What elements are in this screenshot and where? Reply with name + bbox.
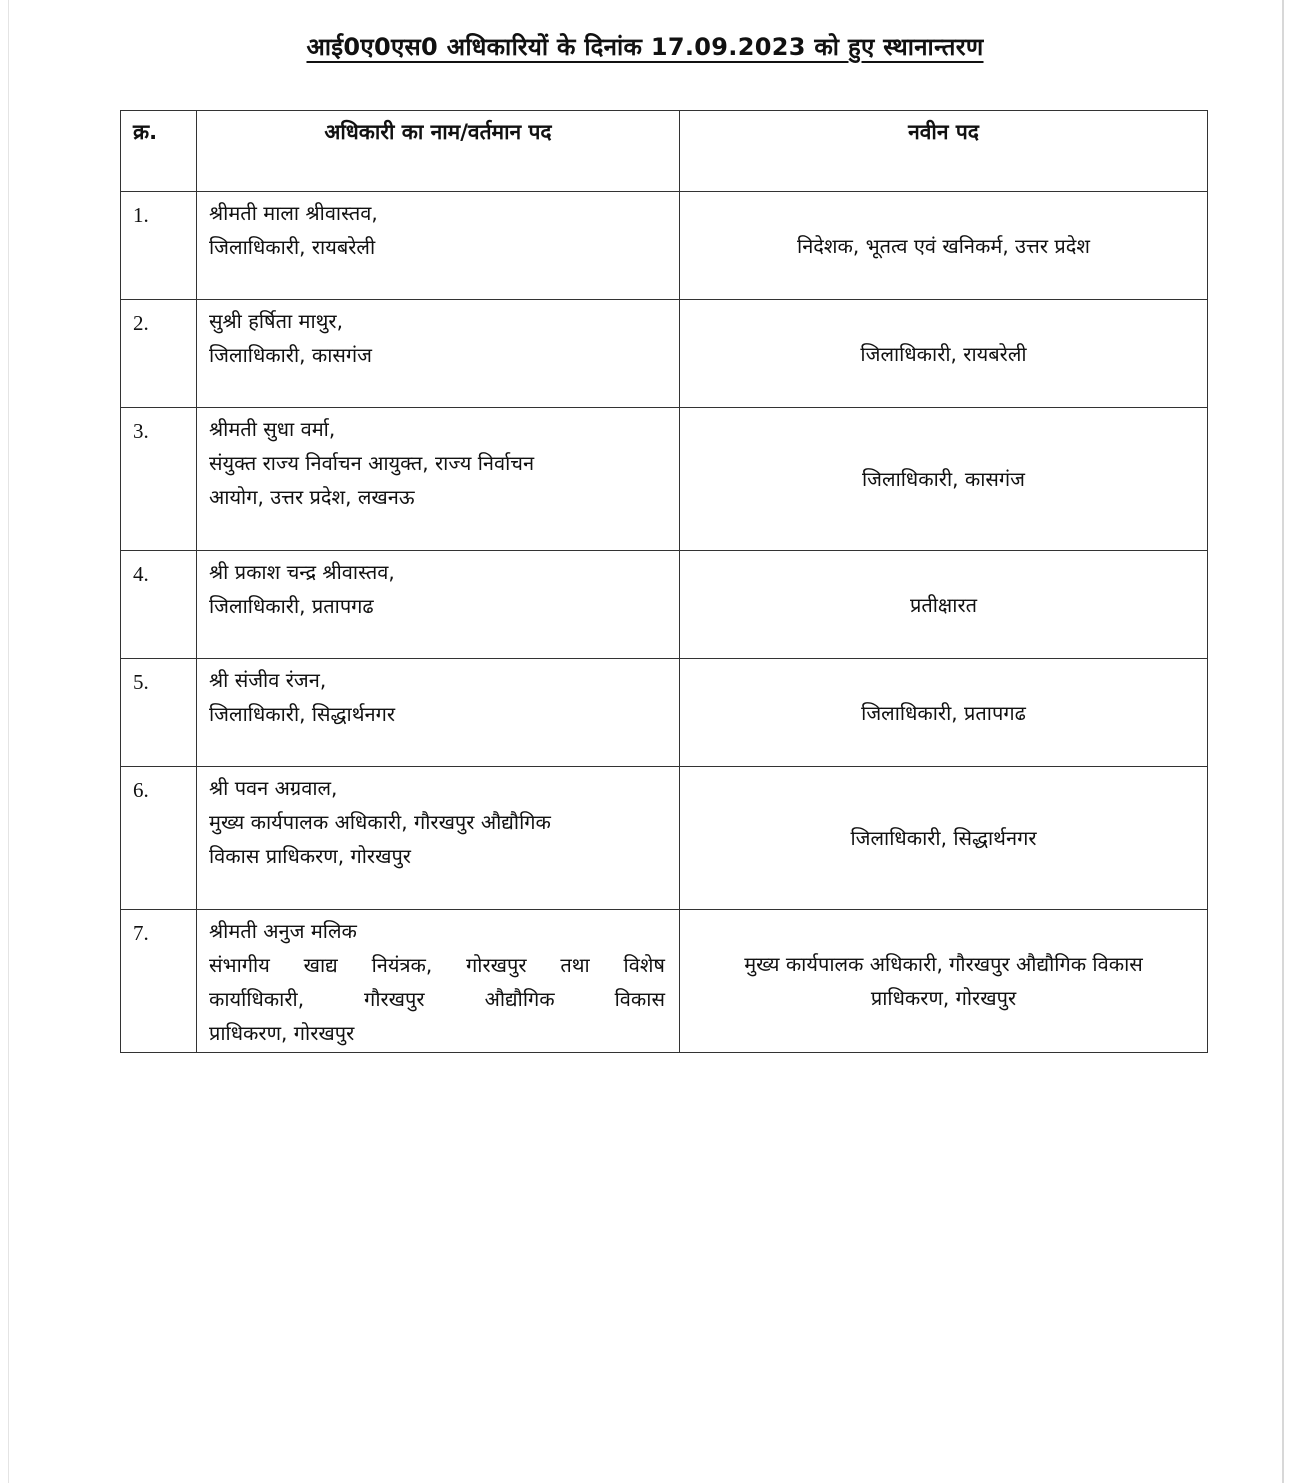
current-post: जिलाधिकारी, प्रतापगढ [209, 594, 374, 618]
current-post: आयोग, उत्तर प्रदेश, लखनऊ [209, 485, 415, 509]
serial-cell: 6. [121, 767, 197, 910]
table-row [121, 300, 1208, 408]
officer-cell [197, 910, 680, 1053]
serial-cell: 4. [121, 551, 197, 659]
new-post-cell: जिलाधिकारी, कासगंज [680, 408, 1208, 551]
serial-cell: 2. [121, 300, 197, 408]
current-post: जिलाधिकारी, सिद्धार्थनगर [209, 702, 396, 726]
serial-cell: 3. [121, 408, 197, 551]
officer-name: श्री पवन अग्रवाल, [209, 776, 338, 800]
page-right-edge [1282, 0, 1284, 1483]
serial-cell: 5. [121, 659, 197, 767]
table-row [121, 910, 1208, 1053]
header-new-post: नवीन पद [680, 111, 1208, 192]
current-post: संयुक्त राज्य निर्वाचन आयुक्त, राज्य निर्वाचन [209, 451, 535, 475]
new-post-cell: जिलाधिकारी, प्रतापगढ [680, 659, 1208, 767]
new-post-line: मुख्य कार्यपालक अधिकारी, गौरखपुर औद्यौगिक विकास [744, 952, 1143, 976]
officer-name: श्रीमती अनुज मलिक [209, 919, 357, 943]
header-serial: क्र. [121, 111, 197, 192]
officer-cell [197, 659, 680, 767]
current-post: विकास प्राधिकरण, गोरखपुर [209, 844, 411, 868]
current-post: कार्याधिकारी, गौरखपुर औद्यौगिक विकास [209, 987, 665, 1011]
officer-cell [197, 300, 680, 408]
officer-name: श्रीमती माला श्रीवास्तव, [209, 201, 378, 225]
table-row [121, 551, 1208, 659]
officer-name: श्रीमती सुधा वर्मा, [209, 417, 336, 441]
serial-cell: 1. [121, 192, 197, 300]
officer-cell [197, 408, 680, 551]
header-officer-name-current-post: अधिकारी का नाम/वर्तमान पद [197, 111, 680, 192]
new-post-cell: जिलाधिकारी, रायबरेली [680, 300, 1208, 408]
current-post: मुख्य कार्यपालक अधिकारी, गौरखपुर औद्यौगिक [209, 810, 551, 834]
officer-cell [197, 767, 680, 910]
new-post-cell: प्रतीक्षारत [680, 551, 1208, 659]
transfer-table [120, 110, 1208, 1053]
current-post: जिलाधिकारी, कासगंज [209, 343, 373, 367]
officer-name: श्री प्रकाश चन्द्र श्रीवास्तव, [209, 560, 395, 584]
current-post: संभागीय खाद्य नियंत्रक, गोरखपुर तथा विशेष [209, 953, 665, 977]
page-left-edge [8, 0, 9, 1483]
officer-name: सुश्री हर्षिता माथुर, [209, 309, 343, 333]
officer-name: श्री संजीव रंजन, [209, 668, 327, 692]
table-row [121, 192, 1208, 300]
new-post-cell: निदेशक, भूतत्व एवं खनिकर्म, उत्तर प्रदेश [680, 192, 1208, 300]
table-header-row [121, 111, 1208, 192]
new-post-line: प्राधिकरण, गोरखपुर [870, 986, 1017, 1010]
officer-cell [197, 192, 680, 300]
new-post-cell [680, 910, 1208, 1053]
current-post: जिलाधिकारी, रायबरेली [209, 235, 376, 259]
officer-cell [197, 551, 680, 659]
table-row [121, 767, 1208, 910]
current-post: प्राधिकरण, गोरखपुर [209, 1021, 355, 1045]
new-post-cell: जिलाधिकारी, सिद्धार्थनगर [680, 767, 1208, 910]
document-title: आई0ए0एस0 अधिकारियों के दिनांक 17.09.2023 को हुए स्थानान्तरण [306, 33, 984, 61]
table-row [121, 408, 1208, 551]
table-row [121, 659, 1208, 767]
serial-cell: 7. [121, 910, 197, 1053]
